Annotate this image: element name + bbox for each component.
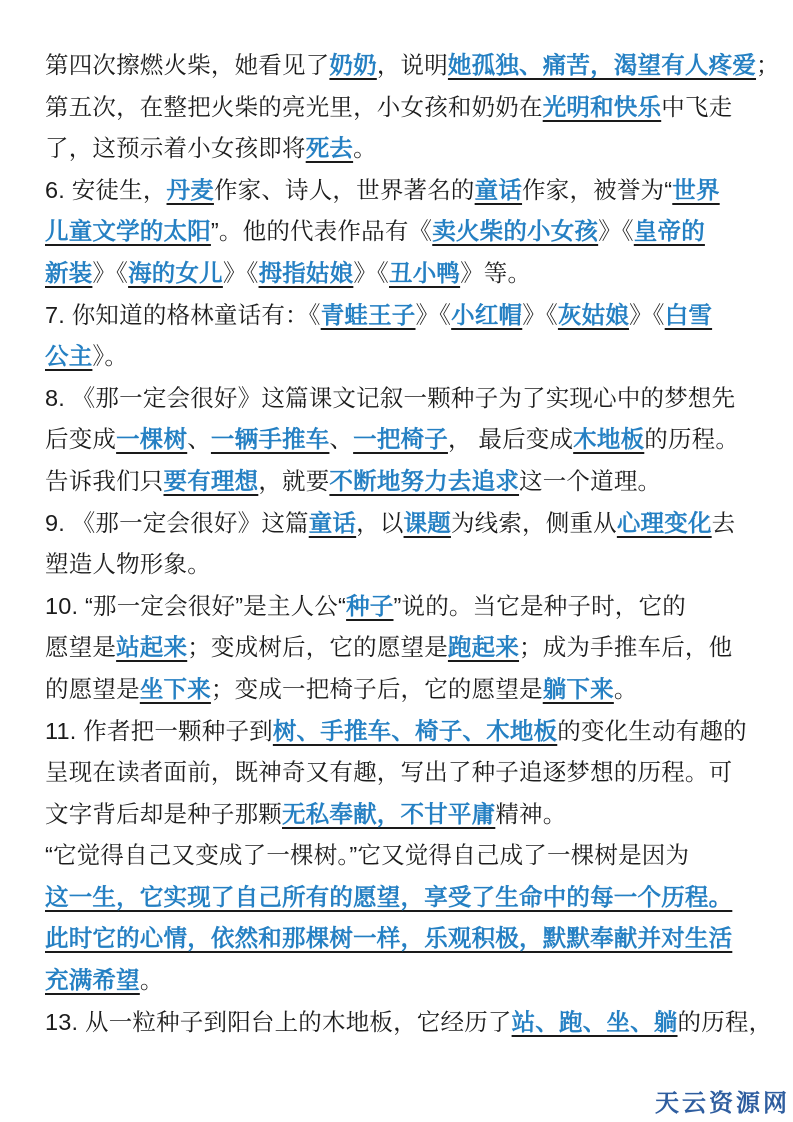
- body-text: ，说明: [376, 52, 448, 78]
- text-line: [45, 1002, 773, 1044]
- answer-blank-text: 站起来: [116, 634, 188, 661]
- answer-blank-text: 无私奉献，不甘平庸: [282, 800, 496, 827]
- body-text: 的变化生动有趣的: [557, 717, 747, 744]
- body-text: 第五次，在整把火柴的亮光里，小女孩和奶奶在: [45, 93, 543, 120]
- answer-blank-text: 拇指姑娘: [258, 259, 354, 286]
- body-text: ”。他的代表作品有《: [210, 218, 433, 245]
- answer-blank-text: 奶奶: [329, 52, 377, 78]
- answer-blank-text: 心理变化: [616, 509, 712, 536]
- body-text: 》等。: [460, 259, 532, 286]
- text-line: [45, 419, 757, 461]
- body-text: 11. 作者把一颗种子到: [45, 717, 273, 744]
- study-notes-document: [45, 45, 780, 1043]
- body-text: ”说的。当它是种子时，它的: [393, 592, 686, 619]
- answer-blank-text: 童话: [474, 176, 523, 203]
- answer-blank-text: 世界: [672, 176, 720, 203]
- body-text: 的愿望是: [45, 675, 140, 702]
- body-text: 作家、诗人，世界著名的: [213, 176, 475, 203]
- answer-blank-text: 丹麦: [166, 176, 214, 203]
- body-text: ，以: [356, 509, 404, 536]
- body-text: 告诉我们只: [45, 467, 164, 494]
- body-text: “它觉得自己又变成了一棵树。”它又觉得自己成了一棵树是因为: [45, 842, 690, 869]
- body-text: 10. “那一定会很好”是主人公“: [45, 592, 347, 619]
- text-line: [45, 835, 757, 877]
- body-text: ；: [756, 52, 780, 78]
- text-line: [45, 877, 757, 919]
- body-text: 》《: [415, 301, 452, 328]
- body-text: 》《: [522, 301, 558, 328]
- text-line: [45, 128, 757, 170]
- body-text: 的历程。: [644, 426, 740, 453]
- body-text: ；成为手推车后，他: [519, 634, 733, 661]
- body-text: 为线索，侧重从: [450, 509, 617, 536]
- body-text: ，就要: [258, 467, 330, 494]
- body-text: 文字背后却是种子那颗: [45, 800, 282, 827]
- body-text: 8. 《那一定会很好》这篇课文记叙一颗种子为了实现心中的梦想先: [45, 384, 736, 411]
- body-text: 13. 从一粒种子到阳台上的木地板，它经历了: [45, 1008, 512, 1035]
- body-text: 》。: [92, 343, 129, 370]
- body-text: 后变成: [45, 426, 117, 453]
- text-line: [45, 752, 757, 794]
- answer-blank-text: 不断地努力去追求: [329, 467, 520, 494]
- body-text: 塑造人物形象。: [45, 551, 211, 578]
- answer-blank-text: 白雪: [664, 301, 713, 328]
- text-line: [45, 960, 757, 1002]
- answer-blank-text: 小红帽: [451, 301, 523, 328]
- answer-blank-text: 卖火柴的小女孩: [432, 218, 599, 245]
- text-line: [45, 669, 757, 711]
- answer-blank-text: 种子: [346, 592, 394, 619]
- body-text: 。: [613, 675, 638, 702]
- text-line: [45, 503, 757, 545]
- answer-blank-text: 青蛙王子: [320, 301, 416, 328]
- text-line: [45, 794, 757, 836]
- answer-blank-text: 新装: [45, 259, 93, 286]
- text-line: [45, 586, 757, 628]
- answer-blank-text: 站、跑、坐、躺: [511, 1008, 678, 1035]
- body-text: 的历程，: [677, 1008, 773, 1035]
- body-text: 。: [353, 135, 377, 162]
- answer-blank-text: 木地板: [573, 426, 645, 453]
- text-line: [45, 87, 757, 129]
- answer-blank-text: 公主: [45, 343, 93, 370]
- answer-blank-text: 童话: [308, 509, 357, 536]
- answer-blank-text: 死去: [305, 135, 354, 162]
- body-text: 去: [711, 509, 736, 536]
- body-text: 9. 《那一定会很好》这篇: [45, 509, 309, 536]
- answer-blank-text: 一棵树: [116, 426, 188, 453]
- answer-blank-text: 跑起来: [447, 634, 520, 661]
- body-text: 》《: [598, 218, 634, 245]
- body-text: 》《: [92, 259, 129, 286]
- answer-blank-text: 海的女儿: [128, 259, 223, 286]
- site-watermark: 天云资源网: [655, 1090, 790, 1117]
- text-line: [45, 461, 757, 503]
- answer-blank-text: 充满希望: [45, 967, 140, 994]
- answer-blank-text: 要有理想: [163, 467, 259, 494]
- text-line: [45, 170, 757, 212]
- body-text: 》《: [222, 259, 259, 286]
- body-text: ；变成一把椅子后，它的愿望是: [210, 675, 543, 702]
- text-line: [45, 378, 757, 420]
- answer-blank-text: 一辆手推车: [210, 426, 330, 453]
- body-text: 精神。: [495, 800, 567, 827]
- answer-blank-text: 此时它的心情，依然和那棵树一样，乐观积极，默默奉献并对生活: [45, 925, 733, 952]
- body-text: 作家，被誉为“: [522, 176, 673, 203]
- text-line: [45, 918, 757, 960]
- answer-blank-text: 课题: [403, 509, 451, 536]
- text-line: [45, 45, 780, 87]
- answer-blank-text: 一把椅子: [353, 426, 448, 453]
- body-text: 愿望是: [45, 634, 117, 661]
- answer-blank-text: 躺下来: [542, 675, 614, 702]
- body-text: 中飞走: [661, 93, 733, 120]
- text-line: [45, 336, 757, 378]
- answer-blank-text: 树、手推车、椅子、木地板: [272, 717, 558, 744]
- body-text: 7. 你知道的格林童话有：《: [45, 301, 321, 328]
- text-line: [45, 711, 757, 753]
- answer-blank-text: 灰姑娘: [557, 301, 630, 328]
- text-line: [45, 211, 757, 253]
- answer-blank-text: 光明和快乐: [542, 93, 662, 120]
- body-text: 6. 安徒生，: [45, 176, 167, 203]
- answer-blank-text: 儿童文学的太阳: [45, 218, 211, 245]
- body-text: 、: [329, 426, 354, 453]
- body-text: 了，这预示着小女孩即将: [45, 135, 306, 162]
- body-text: 》《: [353, 259, 389, 286]
- body-text: 第四次擦燃火柴，她看见了: [45, 52, 330, 78]
- answer-blank-text: 丑小鸭: [389, 259, 461, 286]
- body-text: 。: [139, 967, 164, 994]
- text-line: [45, 295, 757, 337]
- answer-blank-text: 坐下来: [139, 675, 211, 702]
- answer-blank-text: 这一生，它实现了自己所有的愿望，享受了生命中的每一个历程。: [45, 883, 733, 910]
- text-line: [45, 627, 757, 669]
- body-text: 这一个道理。: [519, 467, 662, 494]
- body-text: 》《: [629, 301, 665, 328]
- body-text: 呈现在读者面前，既神奇又有趣，写出了种子追逐梦想的历程。可: [45, 759, 733, 786]
- answer-blank-text: 她孤独、痛苦，渴望有人疼爱: [447, 52, 757, 78]
- text-line: [45, 253, 757, 295]
- text-line: [45, 544, 757, 586]
- body-text: ；变成树后，它的愿望是: [187, 634, 448, 661]
- body-text: ， 最后变成: [447, 426, 574, 453]
- answer-blank-text: 皇帝的: [633, 218, 705, 245]
- body-text: 、: [187, 426, 211, 453]
